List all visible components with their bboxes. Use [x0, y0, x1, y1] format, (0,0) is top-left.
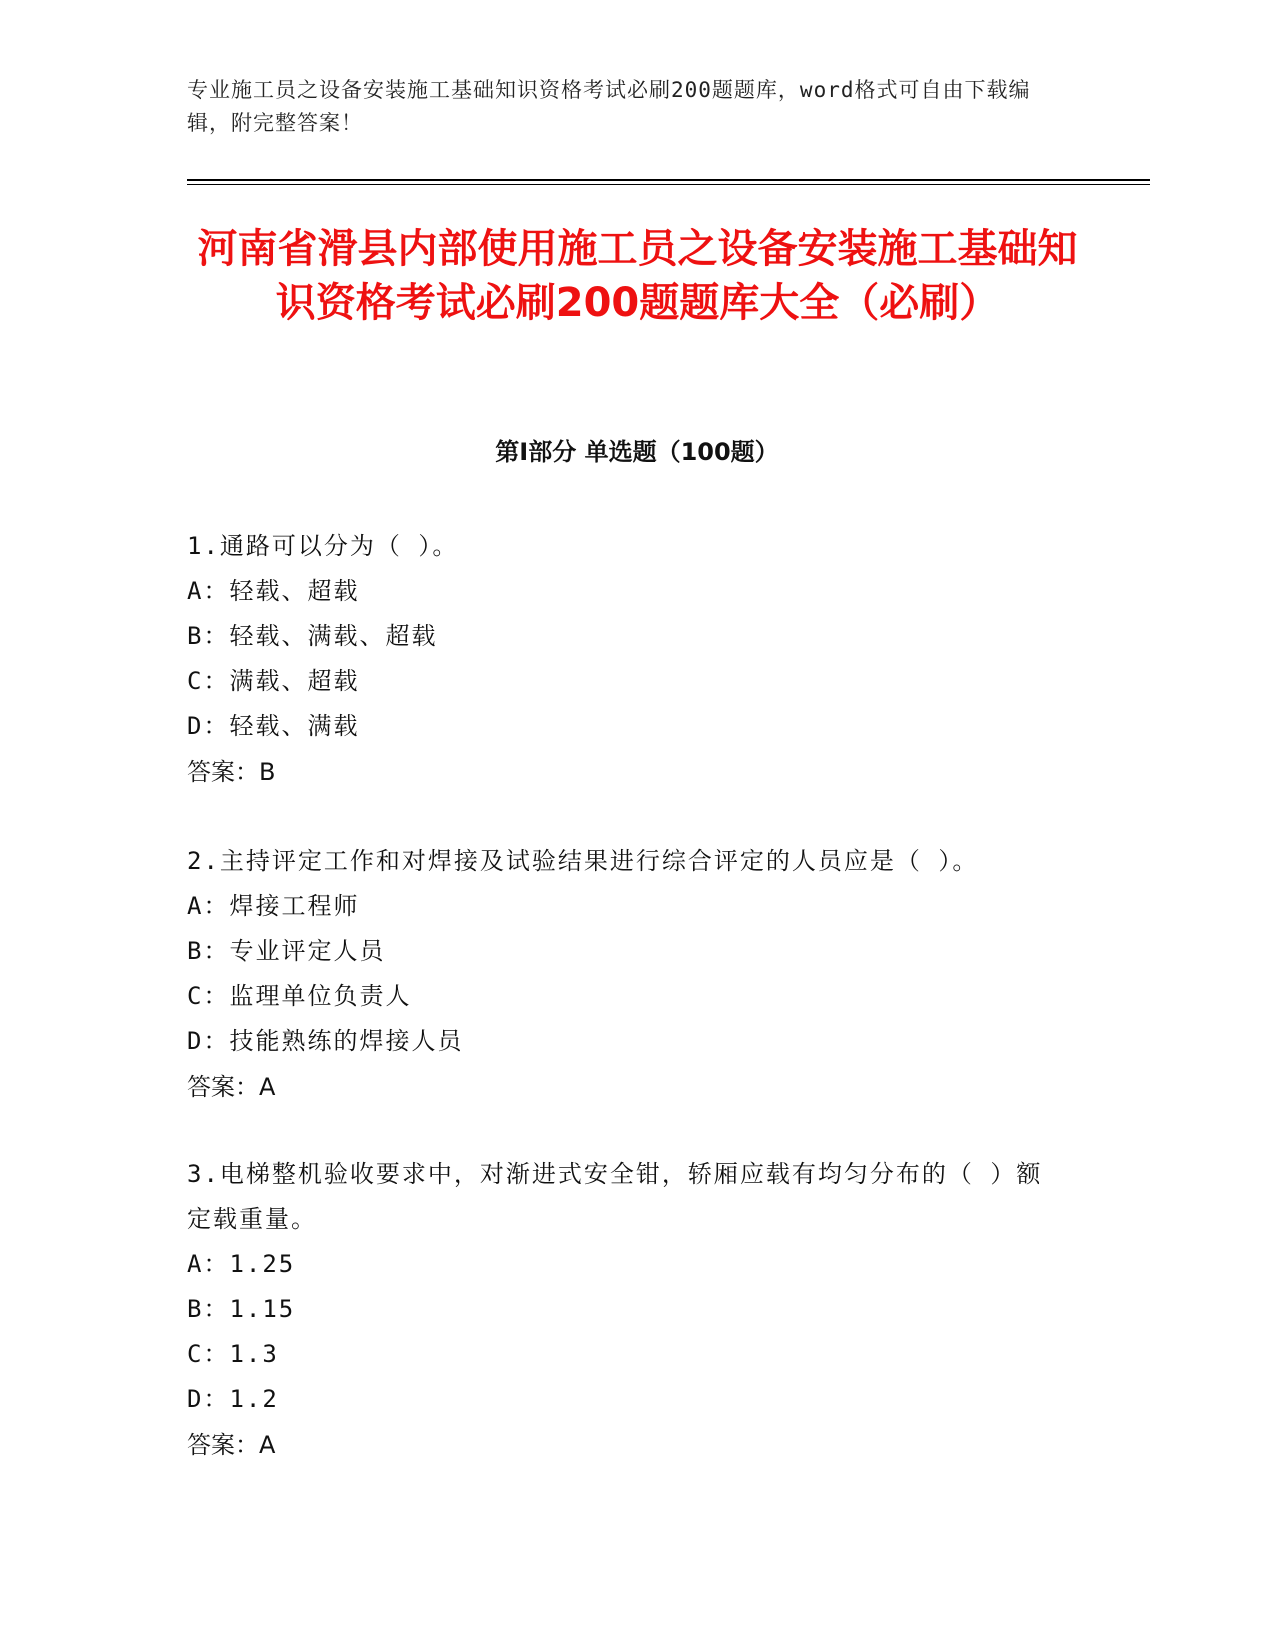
question-1 — [187, 524, 1067, 795]
question-3 — [187, 1152, 1067, 1468]
option-d: D：技能熟练的焊接人员 — [187, 1027, 464, 1055]
header-note: 专业施工员之设备安装施工基础知识资格考试必刷200题题库，word格式可自由下载编辑，附完整答案！ — [187, 78, 1031, 135]
option-a: A：1.25 — [187, 1250, 296, 1278]
header-divider-thin — [187, 184, 1150, 185]
section-title: 第I部分 单选题（100题） — [495, 438, 779, 466]
option-b: B：轻载、满载、超载 — [187, 622, 438, 650]
question-stem: 3.电梯整机验收要求中，对渐进式安全钳，轿厢应载有均匀分布的（ ）额定载重量。 — [187, 1160, 1043, 1233]
document-title: 河南省滑县内部使用施工员之设备安装施工基础知识资格考试必刷200题题库大全（必刷） — [197, 226, 1078, 326]
option-c: C：满载、超载 — [187, 667, 360, 695]
question-2 — [187, 839, 1067, 1110]
option-b: B：1.15 — [187, 1295, 296, 1323]
option-a: A：轻载、超载 — [187, 577, 360, 605]
answer-line: 答案：B — [187, 758, 276, 786]
answer-line: 答案：A — [187, 1073, 276, 1101]
question-stem: 2.主持评定工作和对焊接及试验结果进行综合评定的人员应是（ ）。 — [187, 847, 979, 875]
option-d: D：轻载、满载 — [187, 712, 360, 740]
answer-line: 答案：A — [187, 1431, 276, 1459]
question-stem: 1.通路可以分为（ ）。 — [187, 532, 459, 560]
option-c: C：1.3 — [187, 1340, 279, 1368]
option-a: A：焊接工程师 — [187, 892, 360, 920]
option-b: B：专业评定人员 — [187, 937, 386, 965]
option-d: D：1.2 — [187, 1385, 279, 1413]
header-divider-thick — [187, 179, 1150, 181]
option-c: C：监理单位负责人 — [187, 982, 412, 1010]
